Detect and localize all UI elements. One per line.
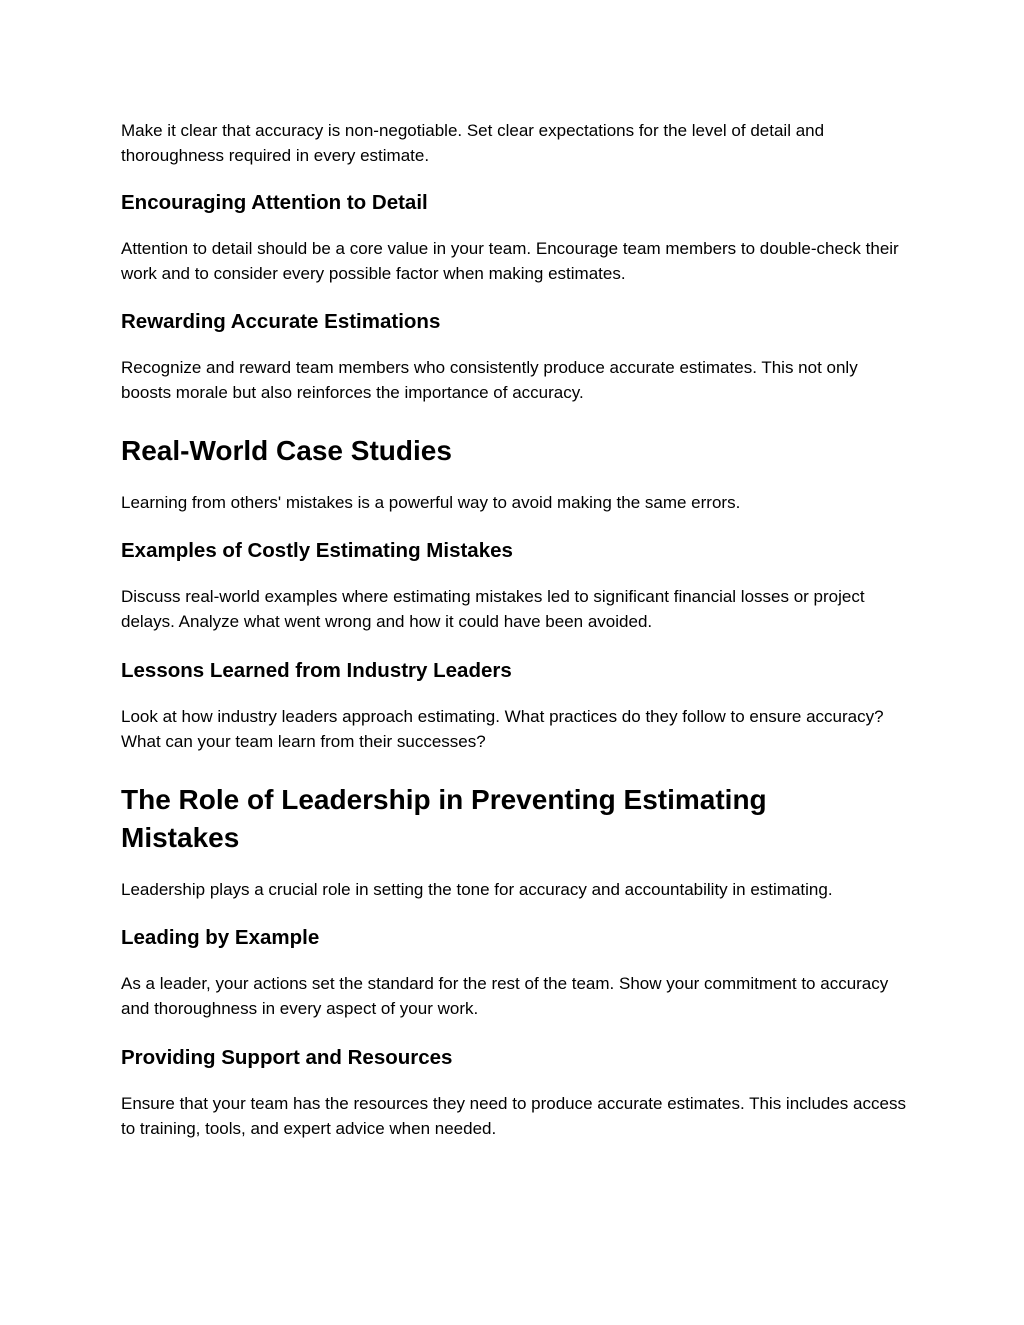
heading-case-studies: Real-World Case Studies [121, 435, 452, 466]
paragraph-example: As a leader, your actions set the standard for the rest of the team. Show your commitment to accuracy and thoroughness in every aspect of your work. [121, 974, 889, 1018]
paragraph-lessons: Look at how industry leaders approach estimating. What practices do they follow to ensure accuracy? What can your team learn from their successes? [121, 707, 884, 751]
heading-support-resources: Providing Support and Resources [121, 1046, 453, 1069]
intro-paragraph: Make it clear that accuracy is non-negotiable. Set clear expectations for the level of detail and thoroughness required in every estimate. [121, 121, 825, 165]
heading-costly-mistakes: Examples of Costly Estimating Mistakes [121, 539, 513, 562]
heading-encouraging-attention: Encouraging Attention to Detail [121, 191, 428, 214]
paragraph-attention: Attention to detail should be a core value in your team. Encourage team members to double-check their work and to consider every possible factor when making estimates. [121, 239, 899, 283]
heading-leadership-role: The Role of Leadership in Preventing Estimating Mistakes [121, 784, 767, 853]
paragraph-leadership: Leadership plays a crucial role in setting the tone for accuracy and accountability in estimating. [121, 880, 833, 899]
paragraph-case-studies: Learning from others' mistakes is a powerful way to avoid making the same errors. [121, 493, 741, 512]
paragraph-support: Ensure that your team has the resources they need to produce accurate estimates. This includes access to training, tools, and expert advice when needed. [121, 1094, 906, 1138]
paragraph-costly: Discuss real-world examples where estimating mistakes led to significant financial losses or project delays. Analyze what went wrong and how it could have been avoided. [121, 587, 865, 631]
heading-leading-by-example: Leading by Example [121, 926, 320, 949]
document-page [121, 118, 911, 1141]
heading-lessons-learned: Lessons Learned from Industry Leaders [121, 659, 512, 682]
paragraph-rewarding: Recognize and reward team members who consistently produce accurate estimates. This not only boosts morale but also reinforces the importance of accuracy. [121, 358, 858, 402]
heading-rewarding-estimations: Rewarding Accurate Estimations [121, 310, 441, 333]
